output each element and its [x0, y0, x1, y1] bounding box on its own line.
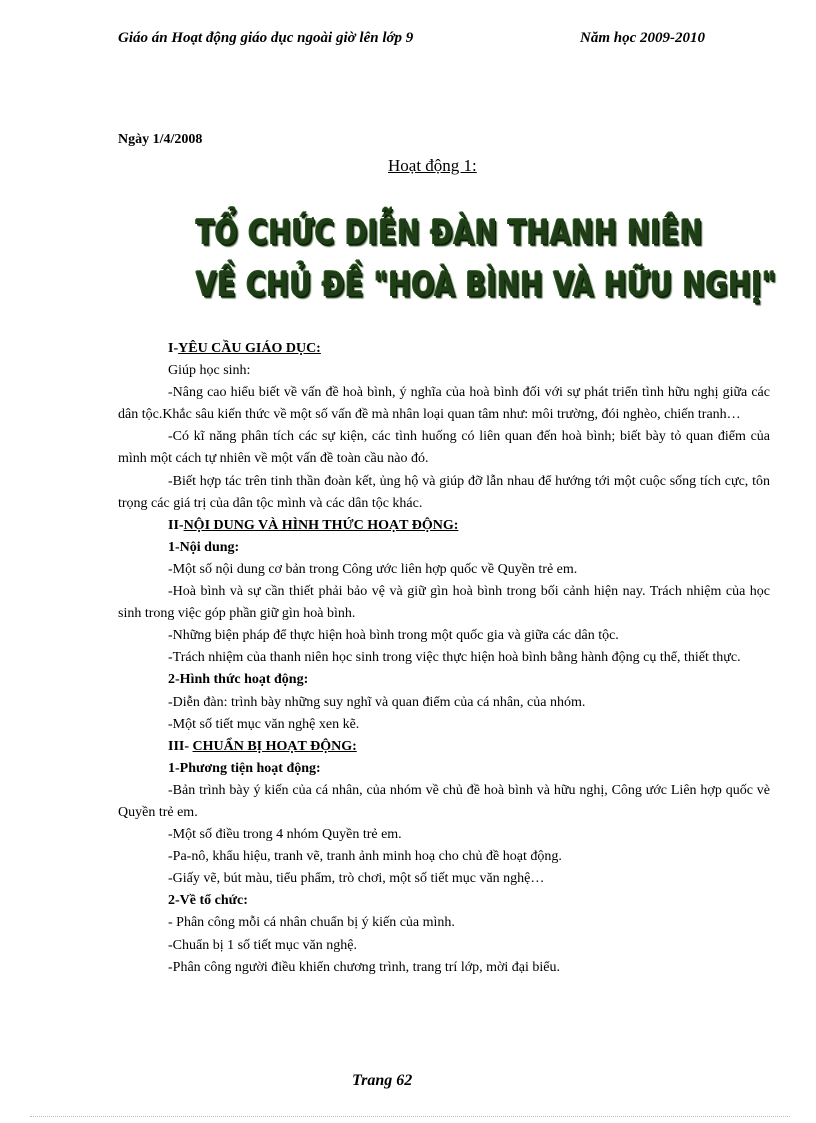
- page-bottom-divider: [30, 1116, 790, 1117]
- section-2-sub-1-item: -Một số nội dung cơ bản trong Công ước liên hợp quốc về Quyền trẻ em.: [168, 561, 578, 577]
- section-3-title: CHUẨN BỊ HOẠT ĐỘNG:: [192, 738, 357, 754]
- section-2-sub-1-item: -Hoà bình và sự cần thiết phải bảo vệ và giữ gìn hoà bình trong bối cảnh hiện nay. Trách nhiệm của học sinh trong việc góp phần giữ gìn hoà bình.: [118, 584, 770, 622]
- section-2-sub-2-item: -Diễn đàn: trình bày những suy nghĩ và quan điểm của cá nhân, của nhóm.: [168, 694, 586, 710]
- header-school-year: Năm học 2009-2010: [580, 30, 705, 46]
- section-1-item: -Có kĩ năng phân tích các sự kiện, các tình huống có liên quan đến hoà bình; biết bày tỏ quan điểm của mình một cách tự nhiên về một vấn đề toàn cầu nào đó.: [118, 429, 770, 467]
- activity-title: Hoạt động 1:: [388, 156, 477, 175]
- section-3-sub-2-item: - Phân công mỗi cá nhân chuẩn bị ý kiến của mình.: [168, 915, 455, 931]
- section-3-sub-1-item: -Bản trình bày ý kiến của cá nhân, của nhóm về chủ đề hoà bình và hữu nghị, Công ước Liên hợp quốc vè Quyền trẻ em.: [118, 782, 770, 820]
- section-2-sub-2-title: 2-Hình thức hoạt động:: [168, 672, 309, 688]
- section-3-sub-2-title: 2-Về tổ chức:: [168, 893, 248, 909]
- section-3-sub-1-title: 1-Phương tiện hoạt động:: [168, 760, 321, 776]
- section-1-item: -Nâng cao hiểu biết về vấn đề hoà bình, ý nghĩa của hoà bình đối với sự phát triển tình hữu nghị giữa các dân tộc.Khắc sâu kiến thức về một số vấn đề mà nhân loại quan tâm như: môi trường, đói nghèo, chiến tranh…: [118, 385, 770, 423]
- banner-title-line-1: TỔ CHỨC DIỄN ĐÀN THANH NIÊN: [196, 214, 704, 253]
- section-1-intro: Giúp học sinh:: [168, 363, 251, 379]
- section-3-prefix: III-: [168, 738, 193, 754]
- section-3-sub-1-item: -Một số điều trong 4 nhóm Quyền trẻ em.: [168, 827, 402, 843]
- section-2-sub-2-item: -Một số tiết mục văn nghệ xen kẽ.: [168, 716, 360, 732]
- section-2-title: NỘI DUNG VÀ HÌNH THỨC HOẠT ĐỘNG:: [183, 517, 459, 533]
- section-1-item: -Biết hợp tác trên tinh thần đoàn kết, ủng hộ và giúp đỡ lẫn nhau để hướng tới một cuộc sống tích cực, tôn trọng các giá trị của dân tộc mình và các dân tộc khác.: [118, 473, 770, 511]
- document-body: [118, 338, 770, 979]
- section-1-prefix: I-: [168, 341, 179, 356]
- page-number: Trang 62: [352, 1072, 413, 1089]
- section-2-prefix: II-: [168, 517, 184, 533]
- section-3-sub-2-item: -Chuẩn bị 1 số tiết mục văn nghệ.: [168, 937, 357, 953]
- section-1-heading: [118, 338, 770, 360]
- banner-title-line-2: VỀ CHỦ ĐỀ "HOÀ BÌNH VÀ HỮU NGHỊ": [196, 266, 777, 305]
- section-3-sub-2-item: -Phân công người điều khiển chương trình, trang trí lớp, mời đại biểu.: [168, 959, 560, 975]
- section-1-title: YÊU CẦU GIÁO DỤC:: [178, 341, 321, 356]
- section-2-heading: [118, 515, 770, 537]
- lesson-date: Ngày 1/4/2008: [118, 132, 203, 147]
- section-2-sub-1-title: 1-Nội dung:: [168, 539, 240, 555]
- section-2-sub-1-item: -Những biện pháp để thực hiện hoà bình trong một quốc gia và giữa các dân tộc.: [168, 628, 619, 644]
- section-3-sub-1-item: -Giấy vẽ, bút màu, tiểu phẩm, trò chơi, một số tiết mục văn nghệ…: [168, 871, 545, 887]
- section-3-heading: [118, 736, 770, 758]
- section-3-sub-1-item: -Pa-nô, khẩu hiệu, tranh vẽ, tranh ảnh minh hoạ cho chủ đề hoạt động.: [168, 849, 562, 865]
- section-2-sub-1-item: -Trách nhiệm của thanh niên học sinh trong việc thực hiện hoà bình bằng hành động cụ thể, thiết thực.: [168, 650, 741, 666]
- header-document-title: Giáo án Hoạt động giáo dục ngoài giờ lên lớp 9: [118, 30, 414, 46]
